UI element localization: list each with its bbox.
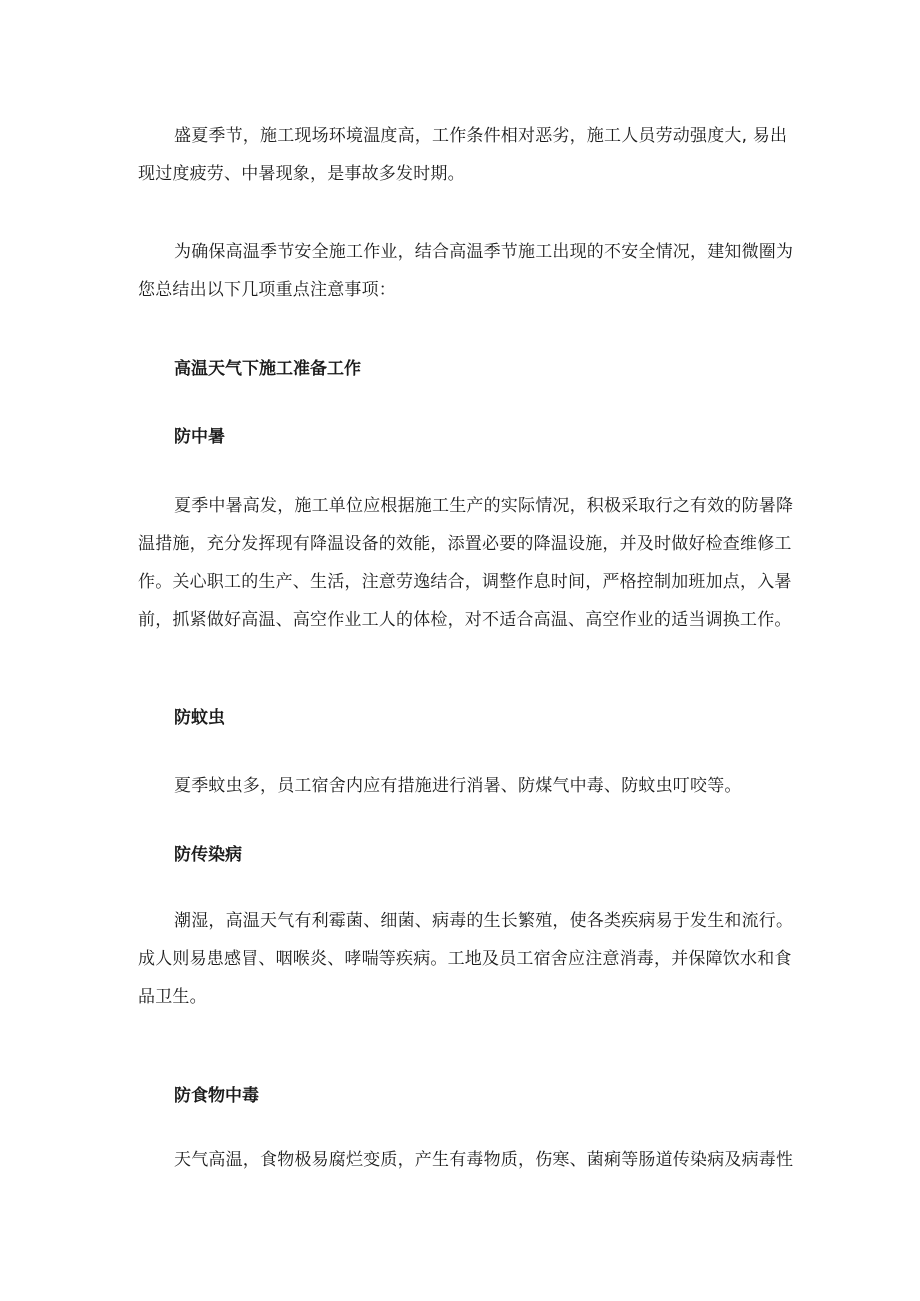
heading-heatstroke: 防中暑 [174,427,225,447]
paragraph-line: 潮湿，高温天气有利霉菌、细菌、病毒的生长繁殖，使各类疾病易于发生和流行。 [174,911,794,931]
paragraph-mosquito [138,767,790,805]
paragraph-line: 天气高温，食物极易腐烂变质，产生有毒物质，伤寒、菌痢等肠道传染病及病毒性 [174,1150,794,1170]
intro-paragraph-1 [138,117,790,193]
intro-paragraph-2 [138,233,794,309]
paragraph-line: 前，抓紧做好高温、高空作业工人的体检，对不适合高温、高空作业的适当调换工作。 [138,610,792,630]
paragraph-line: 品卫生。 [138,987,207,1007]
paragraph-line: 您总结出以下几项重点注意事项： [138,280,396,300]
paragraph-line: 作。关心职工的生产、生活，注意劳逸结合，调整作息时间，严格控制加班加点，入暑 [138,572,792,592]
paragraph-line: 盛夏季节，施工现场环境温度高，工作条件相对恶劣，施工人员劳动强度大, 易出 [174,126,788,146]
paragraph-infection [138,902,794,1016]
heading-infection: 防传染病 [174,845,242,865]
heading-mosquito: 防蚊虫 [174,708,225,728]
paragraph-line: 温措施，充分发挥现有降温设备的效能，添置必要的降温设施，并及时做好检查维修工 [138,534,792,554]
paragraph-line: 为确保高温季节安全施工作业，结合高温季节施工出现的不安全情况，建知微圈为 [174,242,794,262]
paragraph-line: 现过度疲劳、中暑现象，是事故多发时期。 [138,164,465,184]
paragraph-line: 成人则易患感冒、咽喉炎、哮喘等疾病。工地及员工宿舍应注意消毒，并保障饮水和食 [138,949,792,969]
section-title: 高温天气下施工准备工作 [174,359,361,379]
heading-food-poisoning: 防食物中毒 [174,1086,259,1106]
paragraph-line: 夏季蚊虫多，员工宿舍内应有措施进行消暑、防煤气中毒、防蚊虫叮咬等。 [174,776,742,796]
paragraph-heatstroke [138,487,794,639]
paragraph-food-poisoning [138,1141,794,1179]
paragraph-line: 夏季中暑高发，施工单位应根据施工生产的实际情况，积极采取行之有效的防暑降 [174,496,794,516]
